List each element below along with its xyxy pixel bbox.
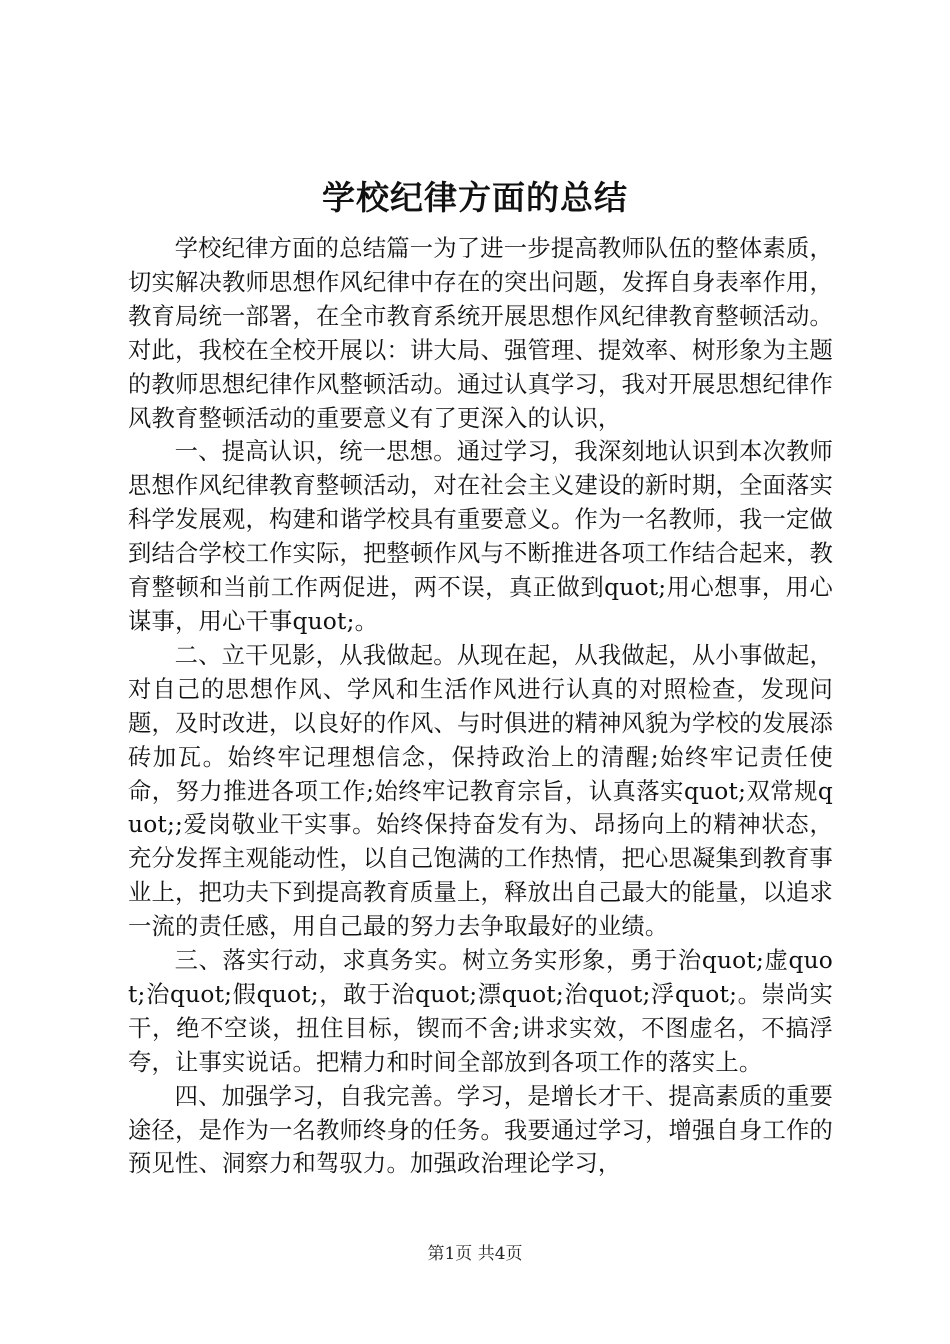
paragraph-section-1: 一、提高认识，统一思想。通过学习，我深刻地认识到本次教师思想作风纪律教育整顿活动，对在社会主义建设的新时期，全面落实科学发展观，构建和谐学校具有重要意义。作为一名教师，我一定做到结合学校工作实际，把整顿作风与不断推进各项工作结合起来，教育整顿和当前工作两促进，两不误，真正做到quot;用心想事，用心谋事，用心干事quot;。: [128, 438, 833, 635]
paragraph-section-2: 二、立干见影，从我做起。从现在起，从我做起，从小事做起，对自己的思想作风、学风和生活作风进行认真的对照检查，发现问题，及时改进，以良好的作风、与时俱进的精神风貌为学校的发展添砖加瓦。始终牢记理想信念，保持政治上的清醒;始终牢记责任使命，努力推进各项工作;始终牢记教育宗旨，认真落实quot;双常规quot;;爱岗敬业干实事。始终保持奋发有为、昂扬向上的精神状态，充分发挥主观能动性，以自己饱满的工作热情，把心思凝集到教育事业上，把功夫下到提高教育质量上，释放出自己最大的能量，以追求一流的责任感，用自己最的努力去争取最好的业绩。: [128, 641, 833, 941]
paragraph-section-3: 三、落实行动，求真务实。树立务实形象，勇于治quot;虚quot;治quot;假quot;，敢于治quot;漂quot;治quot;浮quot;。崇尚实干，绝不空谈，扭住目标，锲而不舍;讲求实效，不图虚名，不搞浮夸，让事实说话。把精力和时间全部放到各项工作的落实上。: [128, 947, 833, 1076]
paragraph-intro: 学校纪律方面的总结篇一为了进一步提高教师队伍的整体素质，切实解决教师思想作风纪律中存在的突出问题，发挥自身表率作用，教育局统一部署，在全市教育系统开展思想作风纪律教育整顿活动。对此，我校在全校开展以：讲大局、强管理、提效率、树形象为主题的教师思想纪律作风整顿活动。通过认真学习，我对开展思想纪律作风教育整顿活动的重要意义有了更深入的认识，: [128, 235, 833, 432]
paragraph-section-4: 四、加强学习，自我完善。学习，是增长才干、提高素质的重要途径，是作为一名教师终身的任务。我要通过学习，增强自身工作的预见性、洞察力和驾驭力。加强政治理论学习，: [128, 1082, 833, 1178]
page-number-footer: 第1页 共4页: [427, 1244, 523, 1264]
document-body: [128, 232, 833, 1181]
document-title: 学校纪律方面的总结: [322, 178, 628, 217]
